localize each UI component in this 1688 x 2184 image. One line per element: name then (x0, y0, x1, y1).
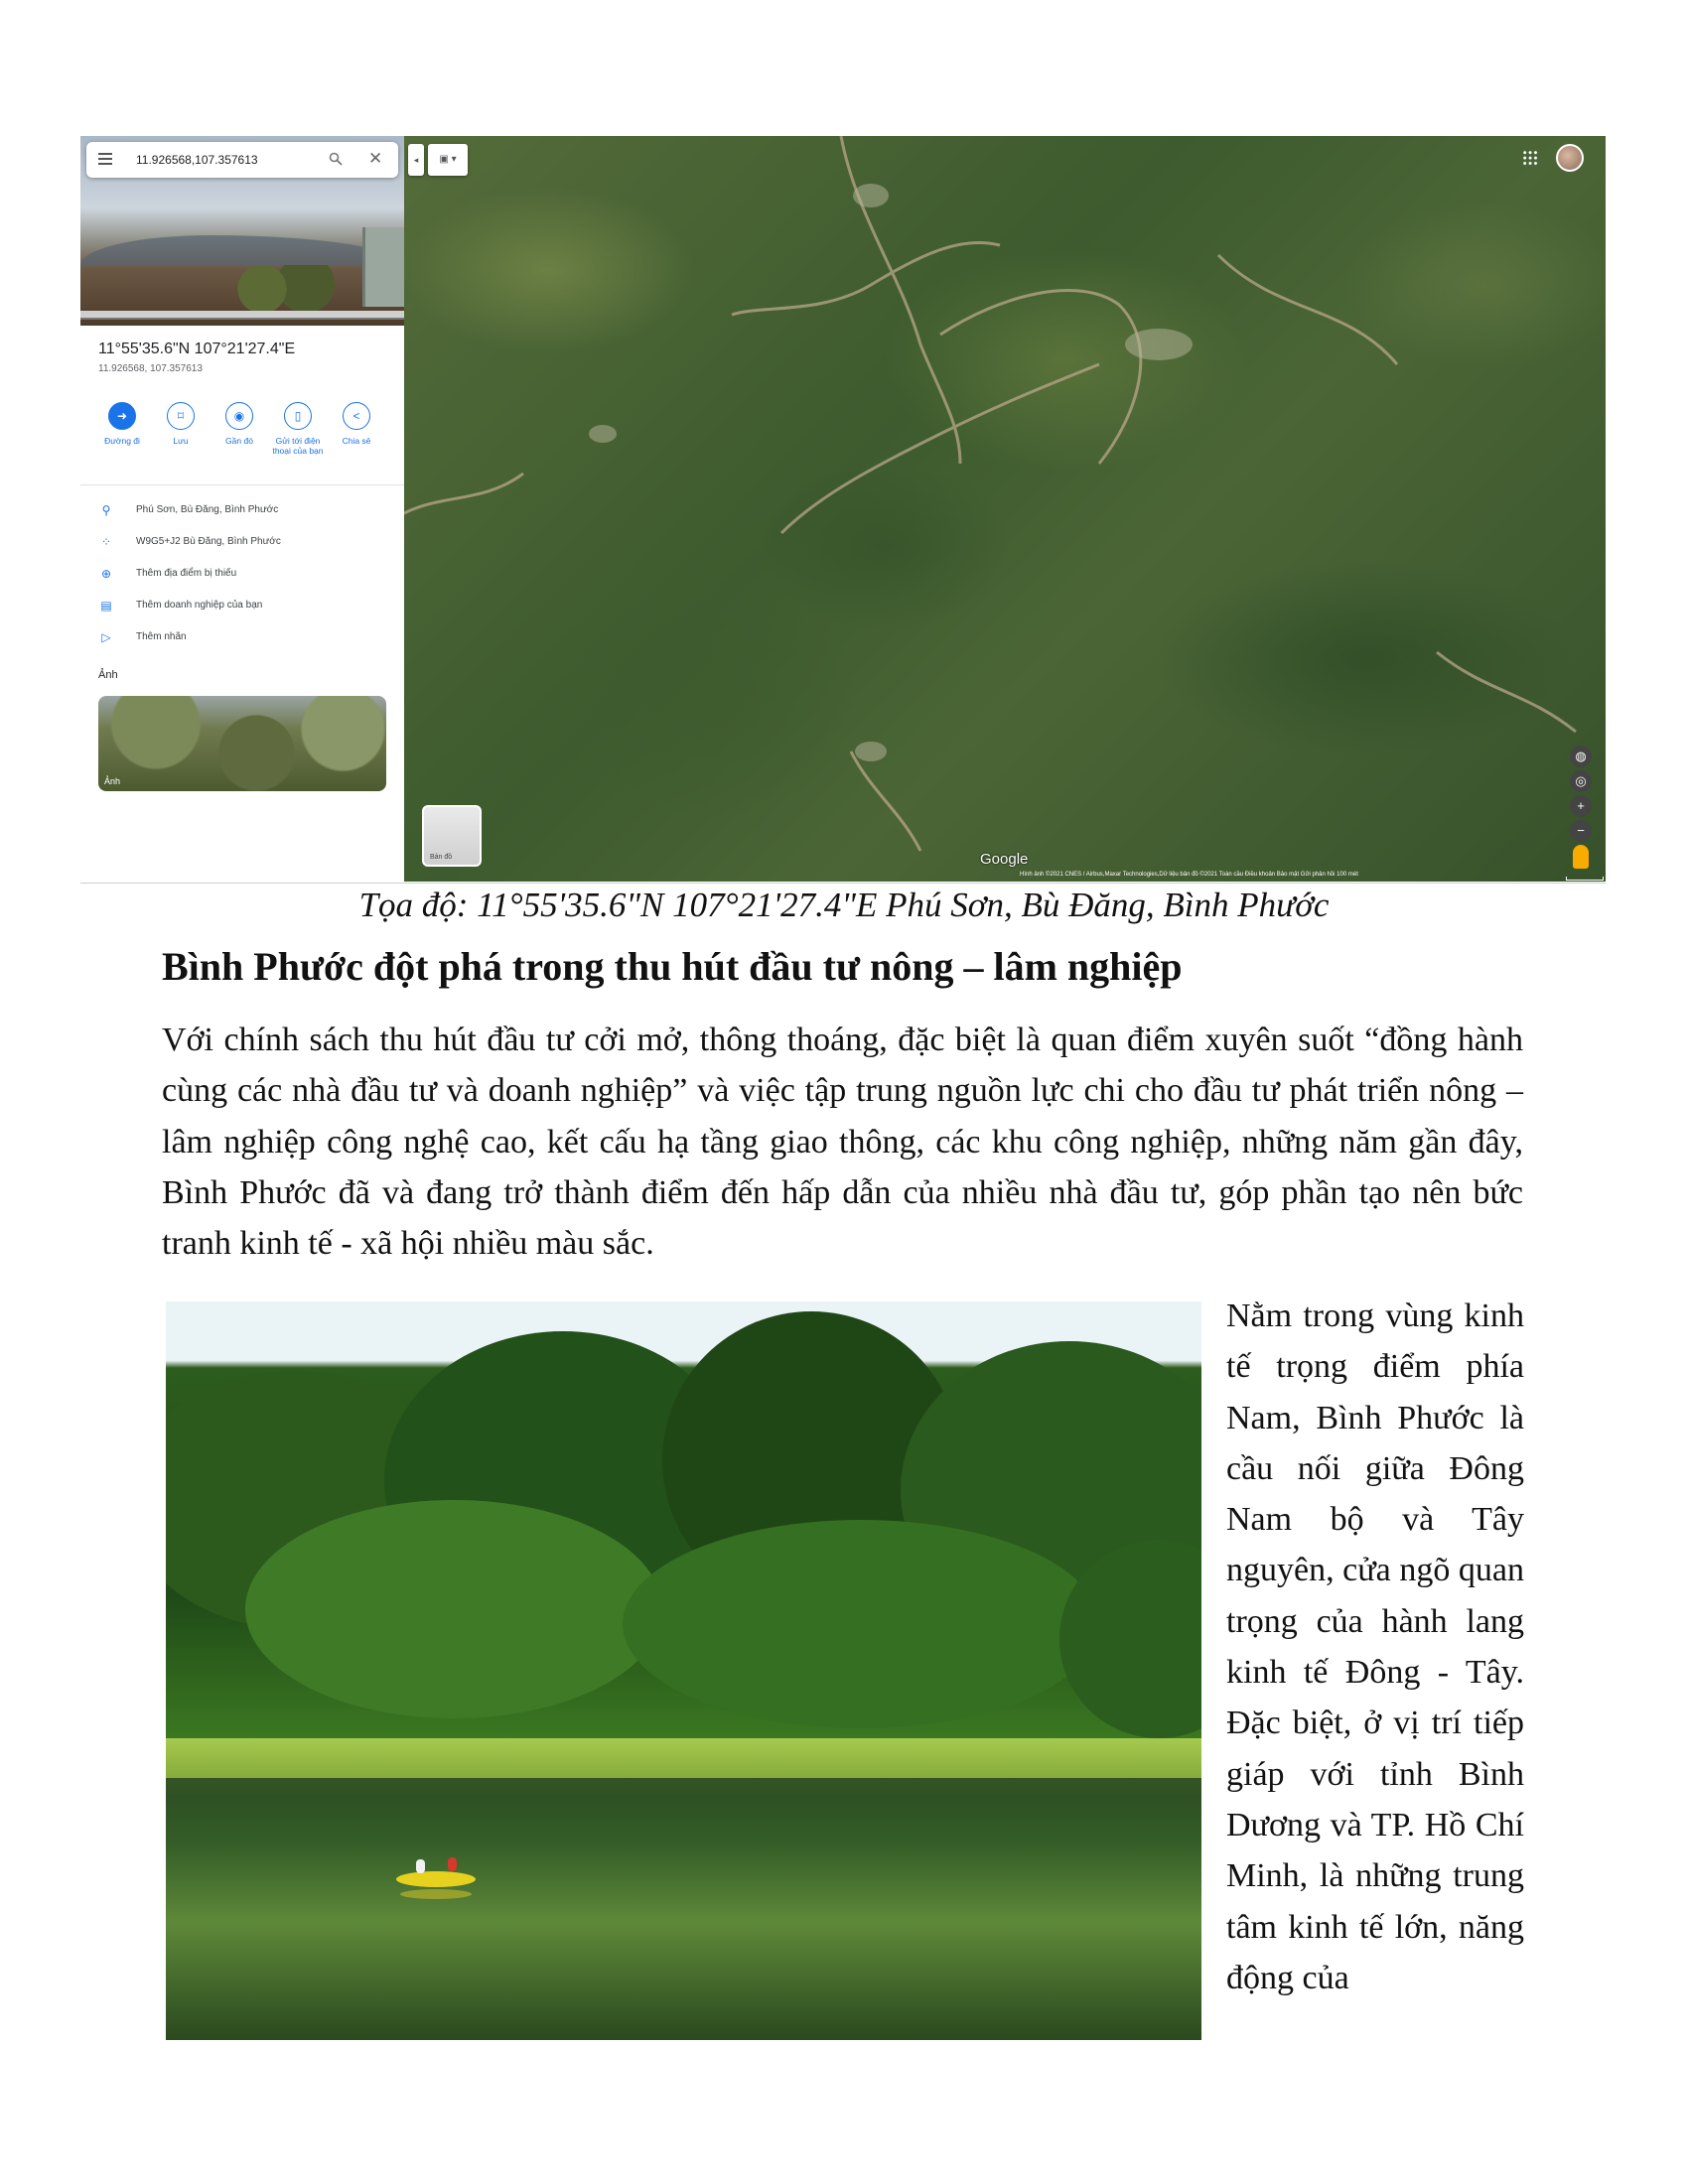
share-button[interactable] (328, 402, 385, 446)
info-item-label: W9G5+J2 Bù Đăng, Bình Phước (136, 536, 281, 547)
plus-code-icon: ⁘ (100, 535, 112, 549)
map-layer-toggle[interactable] (422, 805, 482, 867)
photo-rower (448, 1857, 457, 1871)
search-icon[interactable] (329, 152, 343, 166)
send-to-phone-label: Gửi tới điện thoại của bạn (272, 436, 324, 456)
add-place-icon: ⊕ (100, 567, 112, 581)
paragraph-intro: Với chính sách thu hút đầu tư cởi mở, thông thoáng, đặc biệt là quan điểm xuyên suốt “đồng hành cùng các nhà đầu tư và doanh nghiệp” và việc tập trung nguồn lực chi cho đầu tư phát triển nông – lâm nghiệp công nghệ cao, kết cấu hạ tầng giao thông, các khu công nghiệp, những năm gần đây, Bình Phước đã và đang trở thành điểm đến hấp dẫn của nhiều nhà đầu tư, góp phần tạo nên bức tranh kinh tế - xã hội nhiều màu sắc. (162, 1022, 1523, 1263)
photo-boat (396, 1871, 476, 1887)
zoom-in-button[interactable]: + (1570, 795, 1592, 817)
map-layer-label: Bản đồ (430, 854, 453, 861)
map-controls (1570, 746, 1592, 871)
nearby-button[interactable] (211, 402, 268, 446)
bookmark-icon: ⌑ (167, 402, 195, 430)
maps-screenshot (80, 136, 1606, 882)
map-attribution: Hình ảnh ©2021 CNES / Airbus,Maxar Technologies,Dữ liệu bản đồ ©2021 Toàn cầu Điều khoản Bảo mật Gửi phản hồi 100 mét (1020, 872, 1358, 878)
nearby-label: Gần đó (225, 436, 253, 446)
info-item-label: Thêm nhãn (136, 631, 187, 642)
photo-hill (80, 235, 404, 265)
directions-button[interactable] (93, 402, 151, 446)
photo-guardrail (80, 311, 404, 320)
google-watermark: Google (980, 851, 1029, 868)
directions-icon: ➜ (108, 402, 136, 430)
photo-boat-reflection (400, 1889, 472, 1899)
panel-divider (80, 484, 404, 485)
zoom-out-button[interactable]: − (1570, 820, 1592, 842)
photo-bushes (229, 265, 339, 313)
save-button[interactable] (152, 402, 210, 446)
photo-rower (416, 1859, 425, 1873)
search-box[interactable] (86, 142, 398, 178)
photo-thumbnail-label: Ảnh (104, 776, 121, 786)
globe-icon[interactable]: ◍ (1570, 746, 1592, 767)
map-roads (404, 136, 1606, 882)
screenshot-divider (80, 883, 1606, 884)
send-to-phone-button[interactable] (269, 402, 327, 456)
paragraph-location: Nằm trong vùng kinh tế trọng điểm phía Nam, Bình Phước là cầu nối giữa Đông Nam bộ và Tây nguyên, cửa ngõ quan trọng của hành lang kinh tế Đông - Tây. Đặc biệt, ở vị trí tiếp giáp với tỉnh Bình Dương và TP. Hồ Chí Minh, là những trung tâm kinh tế lớn, năng động của (1226, 1297, 1524, 1996)
maps-side-panel (80, 136, 404, 882)
location-pin-icon: ⚲ (101, 503, 111, 517)
collapse-panel-button[interactable]: ◂ (408, 144, 424, 176)
photo-canopy (623, 1520, 1099, 1728)
nearby-icon: ◉ (225, 402, 253, 430)
search-input[interactable]: 11.926568,107.357613 (136, 153, 258, 167)
share-icon: < (343, 402, 370, 430)
send-to-phone-icon: ▯ (284, 402, 312, 430)
figure-caption: Tọa độ: 11°55'35.6"N 107°21'27.4"E Phú Sơn, Bù Đăng, Bình Phước (358, 886, 1330, 924)
save-label: Lưu (173, 436, 189, 446)
photo-canopy (245, 1500, 662, 1718)
label-icon: ▷ (101, 630, 111, 644)
my-location-icon[interactable]: ◎ (1570, 770, 1592, 792)
info-item-label: Thêm địa điểm bị thiếu (136, 568, 237, 579)
photo-thumbnail[interactable] (98, 696, 386, 791)
photo-grass-bank (166, 1738, 1201, 1780)
close-icon[interactable]: ✕ (368, 149, 383, 168)
info-item-label: Phú Sơn, Bù Đăng, Bình Phước (136, 504, 279, 515)
business-icon: ▤ (100, 599, 112, 613)
apps-grid-icon[interactable] (1522, 150, 1538, 166)
section-heading: Bình Phước đột phá trong thu hút đầu tư nông – lâm nghiệp (162, 944, 1183, 989)
satellite-map[interactable] (404, 136, 1606, 882)
directions-label: Đường đi (104, 436, 140, 446)
menu-icon[interactable] (98, 153, 112, 165)
place-coordinates[interactable]: 11.926568, 107.357613 (98, 363, 203, 374)
lake-forest-photo (166, 1301, 1201, 2040)
pegman-icon[interactable] (1573, 845, 1589, 869)
scale-bar (1566, 877, 1604, 881)
share-label: Chia sẻ (342, 436, 371, 446)
layer-select-icon[interactable]: ▣ ▾ (428, 144, 468, 176)
avatar[interactable] (1556, 144, 1584, 172)
place-title: 11°55'35.6"N 107°21'27.4"E (98, 341, 296, 357)
info-item-label: Thêm doanh nghiệp của bạn (136, 600, 263, 611)
photo-house (362, 227, 407, 307)
photos-heading: Ảnh (98, 669, 118, 681)
photo-lake-water (166, 1778, 1201, 2040)
